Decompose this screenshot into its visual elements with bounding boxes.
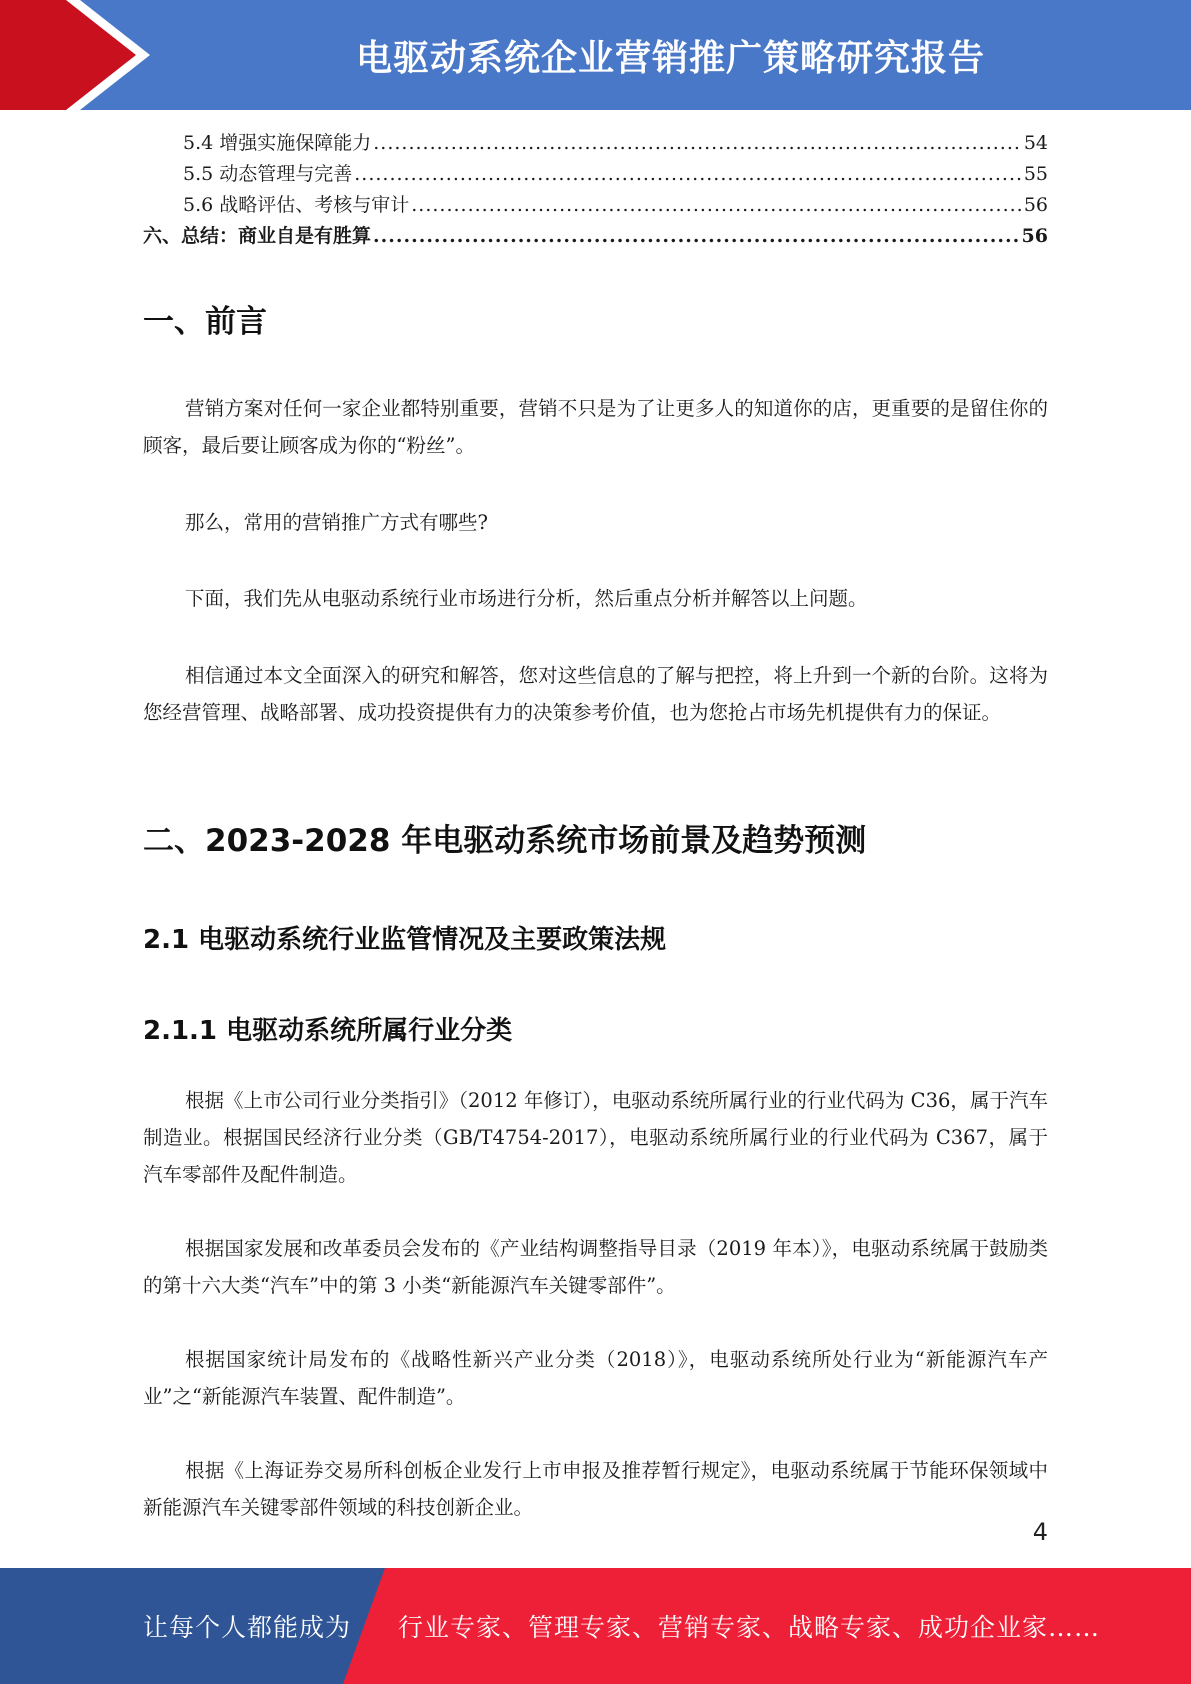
- footer-slogan-left: 让每个人都能成为: [143, 1613, 352, 1642]
- paragraph: 那么，常用的营销推广方式有哪些?: [185, 511, 488, 534]
- toc-entry-label: 5.4 增强实施保障能力: [183, 132, 372, 154]
- toc-entry[interactable]: [143, 159, 1048, 190]
- header-chevron-icon: [0, 0, 140, 110]
- toc-entry[interactable]: [143, 190, 1048, 221]
- paragraph: 营销方案对任何一家企业都特别重要，营销不只是为了让更多人的知道你的店，更重要的是留住你的顾客，最后要让顾客成为你的“粉丝”。: [143, 397, 1048, 457]
- paragraph: 根据国家发展和改革委员会发布的《产业结构调整指导目录（2019 年本）》，电驱动系统属于鼓励类的第十六大类“汽车”中的第 3 小类“新能源汽车关键零部件”。: [143, 1237, 1048, 1297]
- toc-entry-label: 5.5 动态管理与完善: [183, 163, 353, 185]
- footer-slogan-right: 行业专家、管理专家、营销专家、战略专家、成功企业家……: [398, 1613, 1101, 1642]
- toc-entry[interactable]: [143, 221, 1048, 252]
- toc-entry[interactable]: [143, 128, 1048, 159]
- toc-leader-dots: [373, 132, 1022, 154]
- subsection-heading: 2.1 电驱动系统行业监管情况及主要政策法规: [143, 925, 667, 955]
- page-footer: [0, 1568, 1191, 1684]
- page-header: [0, 0, 1191, 110]
- toc-entry-label: 5.6 战略评估、考核与审计: [183, 194, 410, 216]
- toc-leader-dots: [354, 163, 1022, 185]
- section-heading: 一、前言: [143, 304, 267, 340]
- paragraph: 根据《上海证券交易所科创板企业发行上市申报及推荐暂行规定》，电驱动系统属于节能环保领域中新能源汽车关键零部件领域的科技创新企业。: [143, 1459, 1048, 1519]
- toc-entry-page: 55: [1023, 163, 1048, 185]
- paragraph: 根据《上市公司行业分类指引》（2012 年修订），电驱动系统所属行业的行业代码为 C36，属于汽车制造业。根据国民经济行业分类（GB/T4754-2017），电驱动系统所属行业的行业代码为 C367，属于汽车零部件及配件制造。: [143, 1089, 1048, 1186]
- table-of-contents: [143, 128, 1048, 252]
- toc-entry-page: 56: [1023, 194, 1048, 216]
- paragraph: 相信通过本文全面深入的研究和解答，您对这些信息的了解与把控，将上升到一个新的台阶。这将为您经营管理、战略部署、成功投资提供有力的决策参考价值，也为您抢占市场先机提供有力的保证。: [143, 664, 1048, 724]
- toc-leader-dots: [373, 225, 1020, 247]
- paragraph: 下面，我们先从电驱动系统行业市场进行分析，然后重点分析并解答以上问题。: [185, 587, 868, 610]
- section-heading: 二、2023-2028 年电驱动系统市场前景及趋势预测: [143, 823, 867, 859]
- toc-entry-page: 54: [1023, 132, 1048, 154]
- paragraph: 根据国家统计局发布的《战略性新兴产业分类（2018）》，电驱动系统所处行业为“新能源汽车产业”之“新能源汽车装置、配件制造”。: [143, 1348, 1048, 1408]
- toc-entry-label: 六、总结：商业自是有胜算: [143, 225, 372, 247]
- subsection-heading: 2.1.1 电驱动系统所属行业分类: [143, 1016, 513, 1046]
- header-title: 电驱动系统企业营销推广策略研究报告: [355, 37, 985, 79]
- toc-leader-dots: [411, 194, 1022, 216]
- toc-entry-page: 56: [1021, 225, 1048, 247]
- page-number: 4: [1032, 1518, 1048, 1546]
